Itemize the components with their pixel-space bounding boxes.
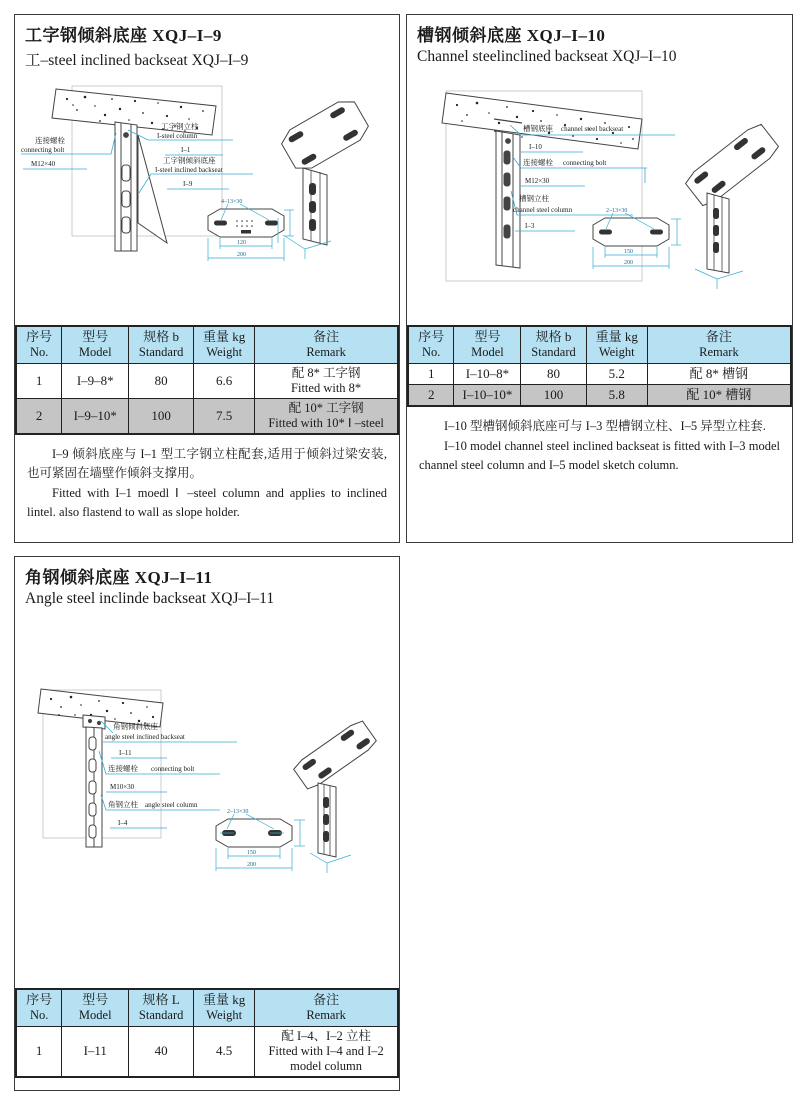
cell-no: 2 <box>16 398 62 434</box>
svg-text:I–9: I–9 <box>183 180 193 188</box>
panel2-title-en: Channel steelinclined backseat XQJ–I–10 <box>417 48 677 65</box>
panel1-notes <box>15 435 399 523</box>
steel-column-section <box>115 122 137 251</box>
svg-text:connecting bolt: connecting bolt <box>151 765 195 773</box>
table-header-row <box>408 326 791 363</box>
cell-no: 2 <box>408 385 454 407</box>
channel-column-section <box>494 119 522 268</box>
panel-xqj-i-10 <box>406 14 793 543</box>
cell-model: I–10–8* <box>454 363 521 384</box>
cell-standard: 40 <box>129 1026 194 1077</box>
svg-text:M12×30: M12×30 <box>525 177 550 185</box>
svg-text:I–3: I–3 <box>525 222 535 230</box>
svg-text:2–13×30: 2–13×30 <box>606 208 628 214</box>
note-zh: I–10 型槽钢倾斜底座可与 I–3 型槽钢立柱、I–5 异型立柱套. <box>444 419 766 434</box>
header-no: 序号 No. <box>16 989 62 1026</box>
cell-weight: 7.5 <box>194 398 255 434</box>
panel1-title-block <box>15 15 399 73</box>
technical-drawing-xqj-i-10 <box>407 73 792 325</box>
table-row <box>408 363 791 384</box>
svg-text:channel steel backseat: channel steel backseat <box>561 125 624 133</box>
svg-text:连接螺栓: 连接螺栓 <box>108 764 138 773</box>
svg-text:角钢立柱: 角钢立柱 <box>108 800 138 809</box>
panel3-title-block <box>15 557 399 615</box>
cell-weight: 5.8 <box>586 385 647 407</box>
table-header-row <box>16 989 398 1026</box>
header-standard: 规格 L Standard <box>129 989 194 1026</box>
header-standard: 规格 b Standard <box>521 326 586 363</box>
header-weight: 重量 kg Weight <box>194 326 255 363</box>
svg-text:120: 120 <box>237 240 246 246</box>
cell-weight: 4.5 <box>194 1026 255 1077</box>
cell-no: 1 <box>16 1026 62 1077</box>
angle-column-section <box>83 715 105 847</box>
cell-standard: 100 <box>521 385 586 407</box>
spec-table-xqj-i-11 <box>15 988 399 1078</box>
header-model: 型号 Model <box>62 326 129 363</box>
svg-text:200: 200 <box>237 252 246 258</box>
panel2-title-block <box>407 15 792 73</box>
cell-remark: 配 I–4、I–2 立柱 Fitted with I–4 and I–2 model column <box>255 1026 398 1077</box>
plan-view <box>208 199 294 261</box>
panel1-title-en: 工–steel inclined backseat XQJ–I–9 <box>25 52 249 69</box>
table-header-row <box>16 326 398 363</box>
plan-view <box>593 208 681 269</box>
svg-text:150: 150 <box>624 249 633 255</box>
cell-remark: 配 8* 槽钢 <box>647 363 791 384</box>
svg-text:I–4: I–4 <box>118 819 128 827</box>
technical-drawing-xqj-i-11 <box>15 615 399 988</box>
header-model: 型号 Model <box>62 989 129 1026</box>
header-standard: 规格 b Standard <box>129 326 194 363</box>
table-row <box>16 1026 398 1077</box>
cell-weight: 5.2 <box>586 363 647 384</box>
concrete-slab <box>442 93 642 149</box>
header-remark: 备注 Remark <box>255 326 398 363</box>
technical-drawing-xqj-i-9 <box>15 73 399 325</box>
spec-table-xqj-i-9 <box>15 325 399 435</box>
table-row <box>408 385 791 407</box>
svg-text:200: 200 <box>624 260 633 266</box>
cell-remark: 配 10* 工字钢 Fitted with 10* Ⅰ –steel <box>255 398 398 434</box>
svg-text:200: 200 <box>247 862 256 868</box>
svg-text:I–10: I–10 <box>529 143 542 151</box>
panel-xqj-i-9 <box>14 14 400 543</box>
svg-text:connecting bolt: connecting bolt <box>21 146 65 154</box>
cell-standard: 80 <box>129 363 194 398</box>
panel3-title-en: Angle steel inclinde backseat XQJ–I–11 <box>25 590 275 607</box>
panel1-title-zh: 工字钢倾斜底座 XQJ–I–9 <box>25 26 222 45</box>
svg-text:connecting bolt: connecting bolt <box>563 159 607 167</box>
svg-text:2–13×30: 2–13×30 <box>227 809 249 815</box>
svg-text:M10×30: M10×30 <box>110 783 135 791</box>
cell-no: 1 <box>408 363 454 384</box>
svg-text:I-steel column: I-steel column <box>157 132 198 140</box>
svg-text:4–13×30: 4–13×30 <box>221 199 243 205</box>
table-row <box>16 363 398 398</box>
cell-standard: 100 <box>129 398 194 434</box>
svg-text:I-steel inclined backseat: I-steel inclined backseat <box>155 166 223 174</box>
header-weight: 重量 kg Weight <box>194 989 255 1026</box>
header-remark: 备注 Remark <box>255 989 398 1026</box>
note-zh: I–9 倾斜底座与 I–1 型工字钢立柱配套,适用于倾斜过梁安装,也可紧固在墙壁作倾斜支撑用。 <box>27 446 387 481</box>
svg-text:工字钢立柱: 工字钢立柱 <box>161 122 199 131</box>
svg-text:150: 150 <box>247 850 256 856</box>
panel3-title-zh: 角钢倾斜底座 XQJ–I–11 <box>25 568 213 587</box>
svg-text:连接螺栓: 连接螺栓 <box>35 136 65 145</box>
cell-remark: 配 8* 工字钢 Fitted with 8* <box>255 363 398 398</box>
isometric-view <box>278 95 373 259</box>
header-model: 型号 Model <box>454 326 521 363</box>
isometric-view <box>683 121 781 289</box>
cell-model: I–9–10* <box>62 398 129 434</box>
plan-view <box>216 809 305 871</box>
header-remark: 备注 Remark <box>647 326 791 363</box>
svg-text:M12×40: M12×40 <box>31 160 56 168</box>
cell-standard: 80 <box>521 363 586 384</box>
cell-model: I–11 <box>62 1026 129 1077</box>
cell-model: I–10–10* <box>454 385 521 407</box>
panel2-title-zh: 槽钢倾斜底座 XQJ–I–10 <box>417 26 606 45</box>
inclined-gusset <box>138 135 167 243</box>
svg-text:angle steel inclined backseat: angle steel inclined backseat <box>105 733 185 741</box>
svg-text:angle steel column: angle steel column <box>145 801 198 809</box>
cell-weight: 6.6 <box>194 363 255 398</box>
panel2-notes <box>407 407 792 475</box>
header-weight: 重量 kg Weight <box>586 326 647 363</box>
spec-table-xqj-i-10 <box>407 325 792 407</box>
panel-xqj-i-11 <box>14 556 400 1091</box>
table-row <box>16 398 398 434</box>
note-en: I–10 model channel steel inclined backseat is fitted with I–3 model channel steel column and I–5 model sketch column. <box>419 438 780 473</box>
svg-text:角钢倾斜底座: 角钢倾斜底座 <box>113 722 158 731</box>
header-no: 序号 No. <box>408 326 454 363</box>
svg-text:I–11: I–11 <box>119 749 132 757</box>
svg-text:工字钢倾斜底座: 工字钢倾斜底座 <box>163 156 216 165</box>
isometric-view <box>292 719 378 873</box>
header-no: 序号 No. <box>16 326 62 363</box>
svg-text:I–1: I–1 <box>181 146 191 154</box>
cell-remark: 配 10* 槽钢 <box>647 385 791 407</box>
svg-text:连接螺栓: 连接螺栓 <box>523 158 553 167</box>
cell-no: 1 <box>16 363 62 398</box>
cell-model: I–9–8* <box>62 363 129 398</box>
note-en: Fitted with I–1 moedl Ⅰ –steel column and applies to inclined lintel. also flastend to wall as slope holder. <box>27 485 387 519</box>
svg-text:channel steel column: channel steel column <box>513 206 573 214</box>
svg-text:槽钢底座: 槽钢底座 <box>523 124 553 133</box>
svg-text:槽钢立柱: 槽钢立柱 <box>519 194 549 203</box>
